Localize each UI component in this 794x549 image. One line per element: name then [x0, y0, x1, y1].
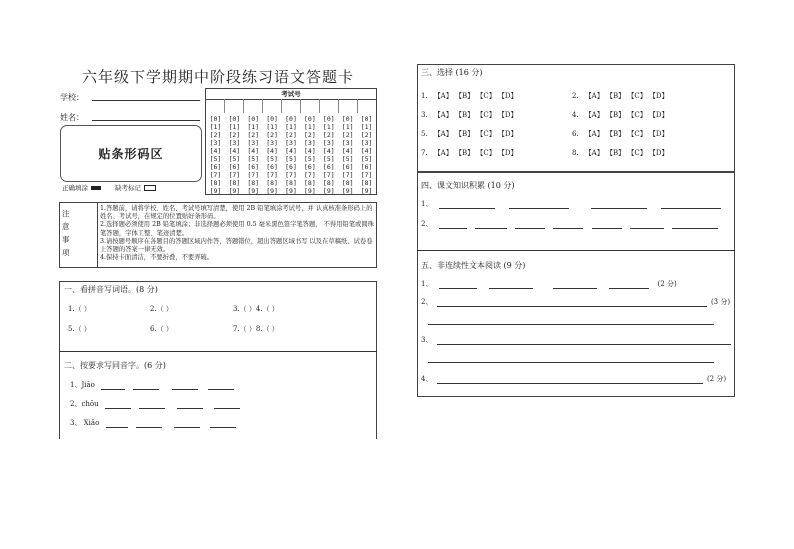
notice-item: 4.保持卡面清洁，不要折叠，不要弄破。: [100, 254, 214, 262]
answer-blank[interactable]: [672, 228, 718, 229]
school-label: 学校：: [60, 93, 84, 102]
section4-title: 四、课文知识积累 (10 分): [421, 181, 515, 190]
answer-blank[interactable]: [439, 288, 477, 289]
digit-bubble[interactable]: [5]: [247, 155, 260, 163]
digit-bubble[interactable]: [0]: [247, 115, 260, 123]
divider: [417, 250, 735, 251]
homophone-pinyin: 2、chōu: [70, 400, 99, 408]
answer-blank[interactable]: [214, 408, 240, 409]
choice-options[interactable]: 【A】 【B】 【C】 【D】: [433, 130, 518, 138]
digit-bubble[interactable]: [2]: [360, 131, 373, 139]
knowledge-row: [421, 219, 718, 229]
answer-blank[interactable]: [509, 208, 569, 209]
digit-bubble[interactable]: [5]: [266, 155, 278, 163]
digit-bubble[interactable]: [9]: [341, 187, 354, 195]
digit-bubble[interactable]: [3]: [209, 139, 222, 147]
digit-bubble[interactable]: [3]: [266, 139, 278, 147]
answer-blank[interactable]: [105, 408, 131, 409]
digit-bubble[interactable]: [4]: [304, 147, 316, 155]
digit-bubble[interactable]: [5]: [341, 155, 354, 163]
digit-bubble[interactable]: [8]: [209, 179, 222, 187]
question-number: 1、: [421, 200, 433, 208]
digit-bubble[interactable]: [8]: [247, 179, 260, 187]
exam-number-header: 考试号: [206, 89, 376, 100]
digit-bubble[interactable]: [2]: [341, 131, 354, 139]
question-number: 2、: [421, 220, 433, 228]
choice-number: 2.: [572, 92, 579, 100]
choice-number: 3.: [421, 111, 428, 119]
filled-box-icon: [91, 186, 101, 190]
digit-bubble[interactable]: [0]: [285, 115, 297, 123]
answer-blank[interactable]: [553, 228, 583, 229]
digit-bubble[interactable]: [1]: [266, 123, 278, 131]
choice-item: [572, 91, 669, 101]
choice-number: 4.: [572, 111, 579, 119]
digit-bubble[interactable]: [6]: [360, 163, 373, 171]
digit-bubble[interactable]: [9]: [304, 187, 316, 195]
digit-bubble[interactable]: [2]: [228, 131, 241, 139]
digit-bubble[interactable]: [0]: [322, 115, 335, 123]
absent-checkbox[interactable]: [144, 185, 156, 191]
exam-digit-column: [263, 115, 282, 195]
digit-bubble[interactable]: [3]: [341, 139, 354, 147]
digit-bubble[interactable]: [9]: [247, 187, 260, 195]
digit-bubble[interactable]: [7]: [247, 171, 260, 179]
answer-blank[interactable]: [439, 228, 467, 229]
answer-blank[interactable]: [133, 389, 159, 390]
exam-digit-column: [319, 115, 338, 195]
choice-number: 7.: [421, 149, 428, 157]
choice-options[interactable]: 【A】 【B】 【C】 【D】: [584, 130, 669, 138]
choice-options[interactable]: 【A】 【B】 【C】 【D】: [433, 149, 518, 157]
reading-q4: 4、 (2 分): [421, 375, 727, 383]
choice-item: [421, 110, 518, 120]
correct-fill-label: 正确填涂: [62, 184, 88, 192]
answer-blank[interactable]: [630, 228, 664, 229]
digit-bubble[interactable]: [4]: [322, 147, 335, 155]
pinyin-answer[interactable]: 5.（ ）: [68, 325, 91, 333]
digit-bubble[interactable]: [2]: [209, 131, 222, 139]
answer-line[interactable]: [437, 383, 703, 384]
digit-bubble[interactable]: [5]: [360, 155, 373, 163]
homophone-pinyin: 1、Jiāo: [70, 381, 95, 389]
exam-number-bubbles[interactable]: [206, 115, 376, 195]
answer-blank[interactable]: [661, 208, 721, 209]
digit-bubble[interactable]: [0]: [360, 115, 373, 123]
name-label: 姓名：: [60, 113, 84, 122]
homophone-pinyin: 3、 Xiǎo: [70, 419, 100, 427]
choice-item: [421, 148, 518, 158]
digit-bubble[interactable]: [7]: [322, 171, 335, 179]
answer-line[interactable]: [428, 362, 714, 363]
digit-bubble[interactable]: [5]: [285, 155, 297, 163]
homophone-row: [70, 399, 240, 409]
digit-bubble[interactable]: [1]: [209, 123, 222, 131]
digit-bubble[interactable]: [7]: [285, 171, 297, 179]
digit-bubble[interactable]: [9]: [209, 187, 222, 195]
digit-bubble[interactable]: [7]: [360, 171, 373, 179]
digit-bubble[interactable]: [6]: [247, 163, 260, 171]
digit-bubble[interactable]: [5]: [228, 155, 241, 163]
digit-bubble[interactable]: [7]: [209, 171, 222, 179]
digit-bubble[interactable]: [7]: [266, 171, 278, 179]
digit-bubble[interactable]: [8]: [285, 179, 297, 187]
digit-bubble[interactable]: [8]: [322, 179, 335, 187]
score-label: (3 分): [710, 298, 731, 306]
absent-mark-label: 缺考标记: [115, 184, 141, 192]
notice-item: 2.选择题必须使用 2B 铅笔填涂；非选择题必须使用 0.5 毫米黑色签字笔答题， 不得用铅笔或圆珠笔答题，字体工整、笔迹清楚。: [100, 221, 374, 237]
exam-digit-column: [357, 115, 376, 195]
digit-bubble[interactable]: [3]: [247, 139, 260, 147]
digit-bubble[interactable]: [4]: [266, 147, 278, 155]
digit-bubble[interactable]: [9]: [285, 187, 297, 195]
digit-bubble[interactable]: [4]: [228, 147, 241, 155]
digit-bubble[interactable]: [3]: [322, 139, 335, 147]
digit-bubble[interactable]: [6]: [266, 163, 278, 171]
digit-bubble[interactable]: [9]: [228, 187, 241, 195]
digit-bubble[interactable]: [2]: [247, 131, 260, 139]
digit-bubble[interactable]: [2]: [322, 131, 335, 139]
digit-bubble[interactable]: [0]: [209, 115, 222, 123]
answer-blank[interactable]: [475, 228, 507, 229]
pinyin-answer[interactable]: 7.（ ）8.（ ）: [233, 325, 279, 333]
choice-item: [572, 110, 669, 120]
choice-options[interactable]: 【A】 【B】 【C】 【D】: [584, 111, 669, 119]
section5-title: 五、非连续性文本阅读 (9 分): [421, 261, 526, 270]
digit-bubble[interactable]: [6]: [209, 163, 222, 171]
answer-blank[interactable]: [439, 208, 495, 209]
knowledge-row: [421, 199, 721, 209]
exam-digit-column: [225, 115, 244, 195]
page-title: 六年级下学期期中阶段练习语文答题卡: [82, 68, 355, 86]
barcode-area: 贴条形码区: [60, 125, 202, 182]
digit-bubble[interactable]: [8]: [304, 179, 316, 187]
pinyin-answer[interactable]: 1.（ ）: [68, 305, 91, 313]
choice-options[interactable]: 【A】 【B】 【C】 【D】: [584, 92, 669, 100]
notice-item: 3.请按题号顺序在各题目的答题区域内作答，答题错位，超出答题区域书写 以及在草稿纸、试卷卷上答题的答案一律无效。: [100, 237, 373, 254]
answer-blank[interactable]: [208, 389, 234, 390]
pinyin-answer[interactable]: 2.（ ）: [150, 305, 173, 313]
section1-title: 一、看拼音写词语。(8 分): [64, 285, 158, 294]
answer-blank[interactable]: [106, 427, 128, 428]
section3-title: 三、选择 (16 分): [421, 68, 483, 77]
section2-title: 二、按要求写同音字。(6 分): [64, 361, 166, 370]
reading-q1: 1、 (2 分): [421, 280, 677, 288]
notice-item: 1.答题前，请将学校、姓名、考试号填写清楚，使用 2B 铅笔填涂考试号，并 认真核准条形码上的姓名、考试号，在规定的位置贴好条形码。: [100, 205, 373, 221]
digit-bubble[interactable]: [6]: [304, 163, 316, 171]
homophone-row: [70, 380, 234, 390]
homophone-row: [70, 418, 236, 428]
exam-digit-column: [338, 115, 357, 195]
digit-bubble[interactable]: [4]: [209, 147, 222, 155]
digit-bubble[interactable]: [9]: [360, 187, 373, 195]
answer-blank[interactable]: [177, 408, 203, 409]
name-field[interactable]: [92, 120, 200, 121]
digit-bubble[interactable]: [6]: [322, 163, 335, 171]
digit-bubble[interactable]: [7]: [304, 171, 316, 179]
notice-side-label: 注 意 事 项: [60, 203, 98, 267]
digit-bubble[interactable]: [1]: [285, 123, 297, 131]
answer-blank[interactable]: [592, 228, 622, 229]
choice-options[interactable]: 【A】 【B】 【C】 【D】: [433, 111, 518, 119]
digit-bubble[interactable]: [4]: [285, 147, 297, 155]
score-label: (2 分): [657, 280, 677, 288]
digit-bubble[interactable]: [3]: [304, 139, 316, 147]
digit-bubble[interactable]: [8]: [360, 179, 373, 187]
choice-number: 5.: [421, 130, 428, 138]
digit-bubble[interactable]: [4]: [341, 147, 354, 155]
exam-digit-column: [244, 115, 263, 195]
digit-bubble[interactable]: [8]: [228, 179, 241, 187]
choice-number: 6.: [572, 130, 579, 138]
pinyin-answer[interactable]: 3.（ ）4.（ ）: [233, 305, 279, 313]
notice-box: [59, 202, 377, 268]
digit-bubble[interactable]: [3]: [285, 139, 297, 147]
digit-bubble[interactable]: [3]: [360, 139, 373, 147]
digit-bubble[interactable]: [5]: [322, 155, 335, 163]
answer-blank[interactable]: [174, 427, 200, 428]
digit-bubble[interactable]: [4]: [360, 147, 373, 155]
choice-item: [572, 129, 669, 139]
digit-bubble[interactable]: [1]: [247, 123, 260, 131]
digit-bubble[interactable]: [2]: [285, 131, 297, 139]
digit-bubble[interactable]: [6]: [341, 163, 354, 171]
digit-bubble[interactable]: [8]: [266, 179, 278, 187]
digit-bubble[interactable]: [0]: [266, 115, 278, 123]
choice-number: 1.: [421, 92, 428, 100]
answer-blank[interactable]: [591, 208, 647, 209]
exam-digit-column: [300, 115, 319, 195]
choice-item: [421, 91, 518, 101]
choice-options[interactable]: 【A】 【B】 【C】 【D】: [433, 92, 518, 100]
exam-number-grid: [205, 88, 377, 195]
digit-bubble[interactable]: [6]: [285, 163, 297, 171]
digit-bubble[interactable]: [8]: [341, 179, 354, 187]
answer-blank[interactable]: [553, 288, 597, 289]
digit-bubble[interactable]: [2]: [304, 131, 316, 139]
digit-bubble[interactable]: [5]: [209, 155, 222, 163]
answer-blank[interactable]: [172, 389, 198, 390]
choice-options[interactable]: 【A】 【B】 【C】 【D】: [584, 149, 669, 157]
divider: [59, 351, 377, 352]
digit-bubble[interactable]: [9]: [266, 187, 278, 195]
answer-blank[interactable]: [136, 427, 162, 428]
answer-blank[interactable]: [489, 288, 533, 289]
digit-bubble[interactable]: [0]: [228, 115, 241, 123]
answer-line[interactable]: [437, 306, 707, 307]
exam-digit-column: [282, 115, 301, 195]
reading-q2: 2、 (3 分): [421, 298, 731, 306]
choice-item: [572, 148, 669, 158]
digit-bubble[interactable]: [2]: [266, 131, 278, 139]
exam-number-write-row[interactable]: [206, 99, 376, 113]
answer-blank[interactable]: [101, 389, 125, 390]
digit-bubble[interactable]: [1]: [322, 123, 335, 131]
school-field[interactable]: [92, 100, 200, 101]
digit-bubble[interactable]: [5]: [304, 155, 316, 163]
pinyin-answer[interactable]: 6.（ ）: [150, 325, 173, 333]
answer-line[interactable]: [428, 324, 714, 325]
answer-blank[interactable]: [139, 408, 165, 409]
reading-q3: 3、: [421, 335, 731, 345]
fill-legend: [62, 183, 156, 192]
digit-bubble[interactable]: [1]: [360, 123, 373, 131]
score-label: (2 分): [706, 375, 727, 383]
answer-blank[interactable]: [210, 427, 236, 428]
answer-blank[interactable]: [609, 288, 649, 289]
answer-blank[interactable]: [515, 228, 545, 229]
digit-bubble[interactable]: [1]: [341, 123, 354, 131]
digit-bubble[interactable]: [0]: [304, 115, 316, 123]
choice-item: [421, 129, 518, 139]
digit-bubble[interactable]: [7]: [341, 171, 354, 179]
choice-number: 8.: [572, 149, 579, 157]
digit-bubble[interactable]: [7]: [228, 171, 241, 179]
digit-bubble[interactable]: [6]: [228, 163, 241, 171]
digit-bubble[interactable]: [1]: [304, 123, 316, 131]
digit-bubble[interactable]: [3]: [228, 139, 241, 147]
exam-digit-column: [206, 115, 225, 195]
digit-bubble[interactable]: [4]: [247, 147, 260, 155]
digit-bubble[interactable]: [0]: [341, 115, 354, 123]
digit-bubble[interactable]: [1]: [228, 123, 241, 131]
digit-bubble[interactable]: [9]: [322, 187, 335, 195]
answer-line[interactable]: [437, 344, 731, 345]
